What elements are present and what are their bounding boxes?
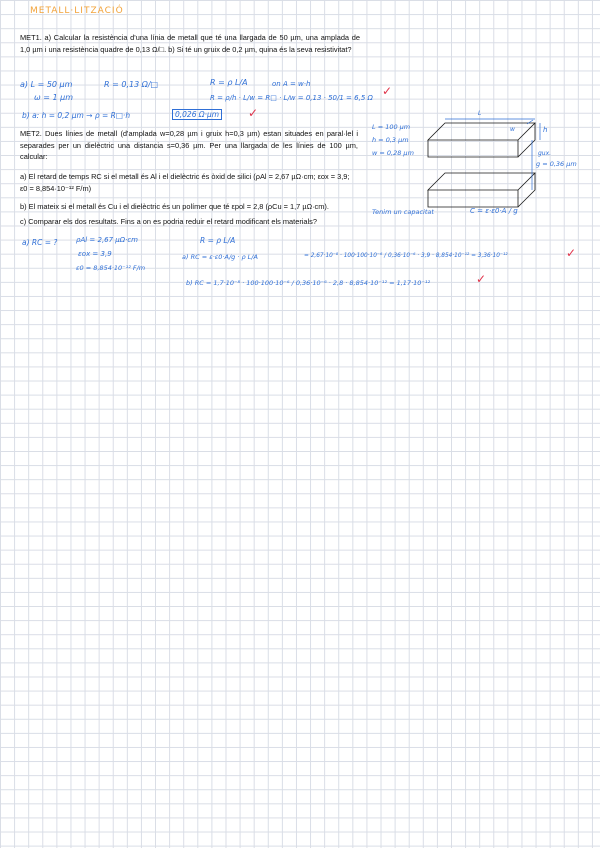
met1-b-result-box: 0,026 Ω·µm: [172, 109, 222, 120]
met2-a-e0: ε0 = 8,854·10⁻¹² F/m: [76, 264, 146, 272]
met2-a-calc-prefix: a) RC = ε·ε0·A/g · ρ L/A: [182, 253, 258, 261]
diagram-length-label: L = 100 µm: [372, 123, 411, 131]
met1-a-check-mark: ✓: [382, 84, 393, 98]
met1-formula: R = ρ L/A: [210, 78, 248, 87]
diagram-gap-value: g = 0,36 µm: [536, 160, 577, 168]
met1-area-def: on A = w·h: [272, 80, 311, 88]
diagram-height-label: h = 0,3 µm: [372, 136, 409, 144]
diagram-side-h: h: [543, 126, 548, 134]
met2-a-check-mark: ✓: [566, 246, 577, 260]
diagram-top-l: L: [478, 110, 482, 117]
met2-b-calc: b) RC = 1,7·10⁻⁸ · 100·100·10⁻⁶ / 0,36·10⁻⁶ · 2,8 · 8,854·10⁻¹² = 1,17·10⁻¹²: [186, 279, 431, 287]
page-header-title: METALL·LITZACIÓ: [30, 6, 124, 16]
met2-question-c: c) Comparar els dos resultats. Fins a on es podria reduir el retard modificant els materials?: [20, 217, 317, 226]
met1-a-data-width: ω = 1 µm: [34, 93, 74, 102]
met2-a-eox: εox = 3,9: [78, 250, 112, 258]
met1-statement: MET1. a) Calcular la resistència d'una línia de metall que té una llargada de 50 µm, una amplada de 1,0 µm i una resistència quadre de 0,13 Ω/□. b) Si té un gruix de 0,2 µm, quina és la seva resistivitat?: [20, 33, 360, 54]
met2-a-calc-body: = 2,67·10⁻⁸ · 100·100·10⁻⁶ / 0,36·10⁻⁶ · 3,9 · 8,854·10⁻¹² = 3,36·10⁻¹²: [304, 253, 508, 259]
diagram-gap-label: gux.: [538, 150, 552, 157]
met2-r-formula: R = ρ L/A: [200, 236, 236, 245]
diagram-side-w: w: [510, 126, 515, 133]
met1-b-check-mark: ✓: [248, 106, 259, 120]
met2-a-label: a) RC = ?: [22, 238, 58, 247]
met1-sheet-resistance: R = 0,13 Ω/□: [104, 80, 159, 89]
capacitor-formula: C = ε·ε0·A / g: [470, 207, 518, 215]
met2-b-check-mark: ✓: [476, 272, 487, 286]
capacitor-label: Tenim un capacitat: [372, 208, 434, 216]
met1-b-line: b) a: h = 0,2 µm → ρ = R□·h: [22, 111, 131, 120]
met2-question-b: b) El mateix si el metall és Cu i el dielèctric és un polímer que té εpol = 2,8 (ρCu = 1,7 µΩ·cm).: [20, 202, 329, 211]
met2-a-rho: ρAl = 2,67 µΩ·cm: [76, 236, 138, 244]
met2-question-a: a) El retard de temps RC si el metall és Al i el dielèctric és òxid de silici (ρAl = 2,67 µΩ·cm; εox = 3,9; ε0 = 8,854·10⁻¹² F/m): [20, 172, 350, 193]
met2-intro: MET2. Dues línies de metall (d'amplada w=0,28 µm i gruix h=0,3 µm) estan situades en paral·lel i separades per un dielèctric una distancia s=0,36 µm. Per una llargada de les línies de 100 µm, calcular:: [20, 129, 358, 162]
met1-calculation: R = ρ/h · L/w = R□ · L/w = 0,13 · 50/1 = 6,5 Ω: [210, 94, 373, 102]
met1-a-data-length: a) L = 50 µm: [20, 80, 73, 89]
diagram-width-label: w = 0,28 µm: [372, 149, 414, 157]
